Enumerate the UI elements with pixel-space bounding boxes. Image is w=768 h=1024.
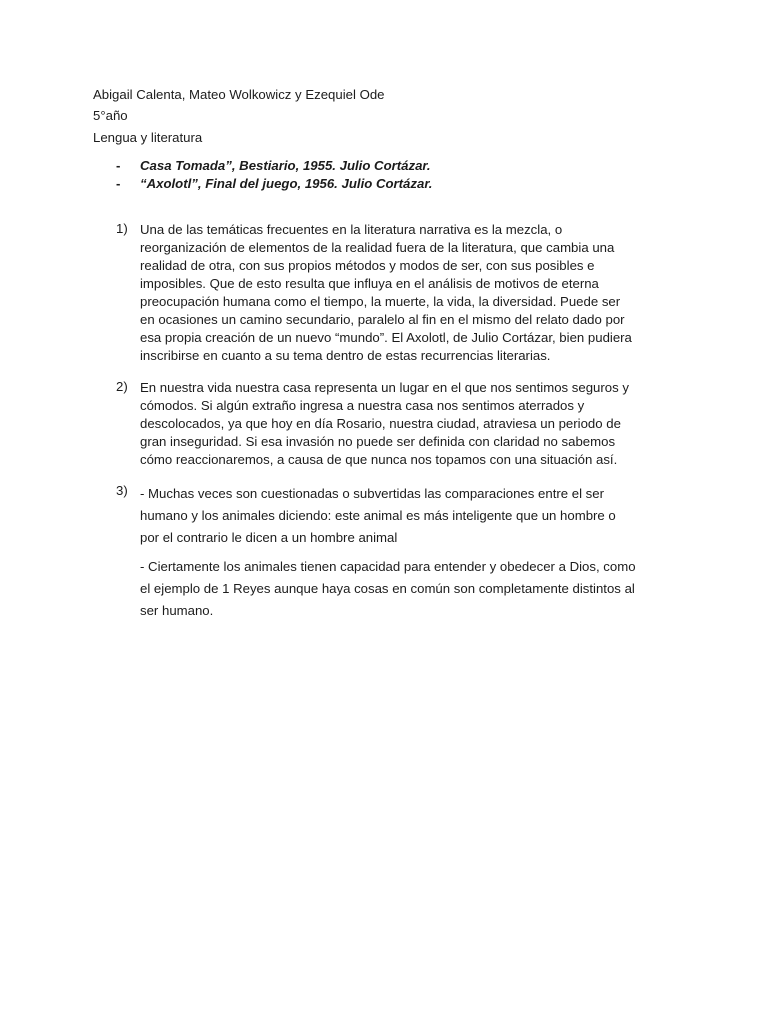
answer-paragraph (140, 556, 676, 622)
text-line: Una de las temáticas frecuentes en la literatura narrativa es la mezcla, o (140, 222, 563, 237)
text-line: - Ciertamente los animales tienen capacidad para entender y obedecer a Dios, como (140, 559, 636, 574)
reference-bullet: - (116, 158, 121, 173)
reference-text: “Axolotl”, Final del juego, 1956. Julio Cortázar. (140, 176, 433, 191)
text-line: realidad de otra, con sus propios métodos y modos de ser, con sus posibles e (140, 258, 595, 273)
authors-line: Abigail Calenta, Mateo Wolkowicz y Ezequiel Ode (93, 87, 385, 102)
answer-body (140, 221, 676, 365)
answer-number: 2) (116, 379, 128, 394)
answer-paragraph (140, 483, 676, 549)
text-line: humano y los animales diciendo: este animal es más inteligente que un hombre o (140, 508, 616, 523)
reference-text: Casa Tomada”, Bestiario, 1955. Julio Cortázar. (140, 158, 431, 173)
text-line: el ejemplo de 1 Reyes aunque haya cosas en común son completamente distintos al (140, 581, 635, 596)
answer-body (140, 483, 676, 622)
grade-line: 5°año (93, 108, 128, 123)
text-line: inscribirse en cuanto a su tema dentro de estas recurrencias literarias. (140, 348, 551, 363)
text-line: gran inseguridad. Si esa invasión no puede ser definida con claridad no sabemos (140, 434, 616, 449)
reference-bullet: - (116, 176, 121, 191)
answer-body (140, 379, 676, 469)
text-line: ser humano. (140, 603, 214, 618)
text-line: imposibles. Que de esto resulta que influya en el análisis de motivos de eterna (140, 276, 599, 291)
text-line: En nuestra vida nuestra casa representa un lugar en el que nos sentimos seguros y (140, 380, 629, 395)
subject-line: Lengua y literatura (93, 130, 203, 145)
text-line: por el contrario le dicen a un hombre animal (140, 530, 398, 545)
answer-number: 3) (116, 483, 128, 498)
text-line: descolocados, ya que hoy en día Rosario, nuestra ciudad, atraviesa un periodo de (140, 416, 621, 431)
answer-number: 1) (116, 221, 128, 236)
text-line: cómodos. Si algún extraño ingresa a nuestra casa nos sentimos aterrados y (140, 398, 585, 413)
text-line: reorganización de elementos de la realidad fuera de la literatura, que cambia una (140, 240, 615, 255)
text-line: esa propia creación de un nuevo “mundo”. El Axolotl, de Julio Cortázar, bien pudiera (140, 330, 632, 345)
text-line: - Muchas veces son cuestionadas o subvertidas las comparaciones entre el ser (140, 486, 604, 501)
text-line: preocupación humana como el tiempo, la muerte, la vida, la diversidad. Puede ser (140, 294, 621, 309)
text-line: en ocasiones un camino secundario, paralelo al fin en el mismo del relato dado por (140, 312, 625, 327)
text-line: cómo reaccionaremos, a causa de que nunca nos topamos con una situación así. (140, 452, 618, 467)
